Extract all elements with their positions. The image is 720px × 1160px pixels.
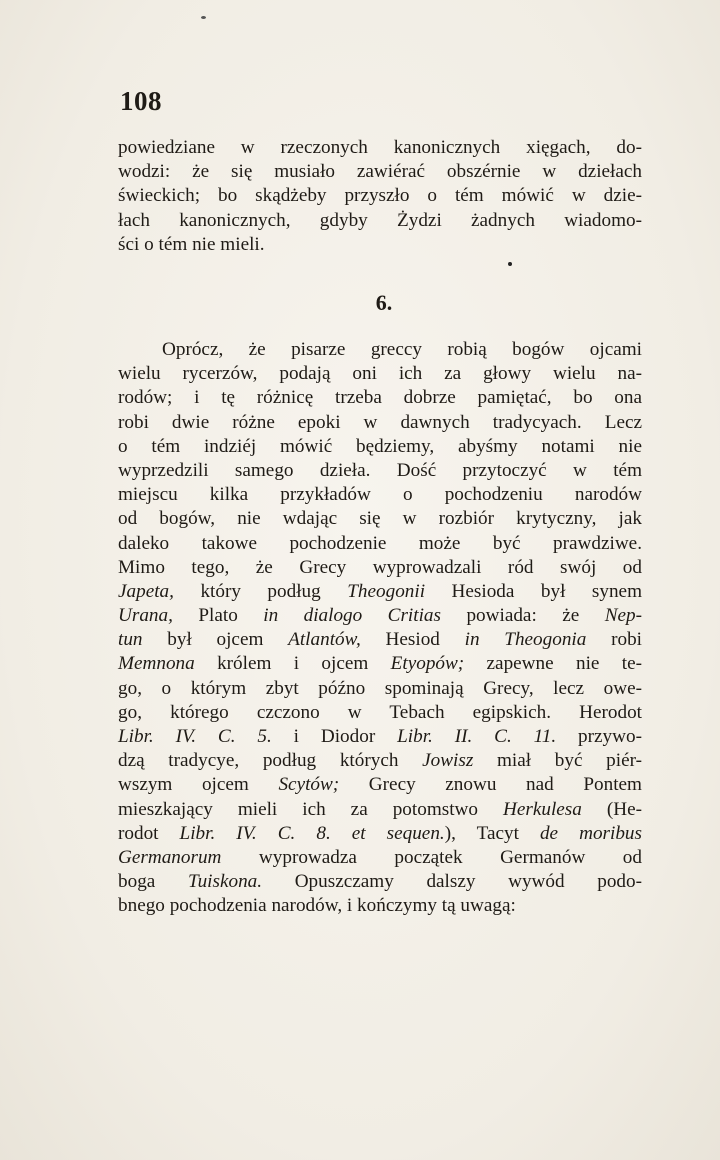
text-run: wielu rycerzów, podają oni ich za głowy wielu na- — [118, 363, 642, 385]
text-run: Hesioda był synem — [425, 580, 642, 602]
italic-text: Urana, — [118, 605, 173, 627]
text-line: powiedziane w rzeczonych kanonicznych xięgach, do- — [118, 137, 642, 158]
text-line — [118, 483, 642, 507]
italic-text: de moribus — [539, 822, 642, 844]
text-run: o tém indziéj mówić będziemy, abyśmy notami nie — [118, 435, 642, 457]
italic-text: Libr. II. C. 11. — [397, 726, 557, 747]
italic-text: Memnona — [118, 653, 195, 675]
text-line — [118, 556, 642, 580]
text-run: przywo- — [556, 726, 642, 747]
text-line — [118, 459, 642, 483]
text-run: od bogów, nie wdając się w rozbiór krytyczny, jak — [118, 508, 642, 530]
text-line — [118, 894, 642, 918]
italic-text: Libr. IV. C. 8. et sequen. — [179, 822, 445, 844]
italic-text: Herkulesa — [503, 798, 582, 820]
paragraph-continuation — [118, 136, 642, 257]
text-run: robi dwie różne epoki w dawnych tradycyach. Lecz — [118, 411, 642, 433]
text-run: Plato — [172, 605, 264, 627]
text-line — [118, 701, 642, 725]
text-line — [118, 798, 642, 822]
text-run: rodów; i tę różnicę trzeba dobrze pamiętać, bo ona — [118, 387, 642, 409]
text-line — [118, 677, 642, 701]
text-line — [118, 822, 642, 846]
text-line — [118, 362, 642, 386]
italic-text: Nep- — [604, 605, 642, 627]
text-line: wodzi: że się musiało zawiérać obszérnie w dziełach — [118, 161, 642, 183]
text-line: świeckich; bo skądżeby przyszło o tém mówić w dzie- — [118, 185, 642, 207]
italic-text: in Theogonia — [464, 629, 587, 651]
text-run: Grecy znowu nad Pontem — [339, 774, 642, 796]
italic-text: Jowisz — [422, 750, 474, 772]
text-run: Oprócz, że pisarze greccy robią bogów ojcami — [162, 339, 642, 360]
text-run: miał być piér- — [473, 750, 642, 772]
text-run: robi — [586, 629, 642, 651]
italic-text: Libr. IV. C. 5. — [118, 726, 272, 747]
text-line — [118, 435, 642, 459]
italic-text: in dialogo Critias — [263, 605, 441, 627]
text-run: wyprzedzili samego dzieła. Dość przytoczyć w tém — [118, 459, 642, 481]
text-run: Hesiod — [360, 629, 465, 651]
text-run: zapewne nie te- — [464, 653, 643, 675]
text-line: ści o tém nie mieli. — [118, 233, 265, 255]
italic-text: Germanorum — [118, 846, 222, 868]
text-run: daleko takowe pochodzenie może być prawdziwe. — [118, 532, 642, 554]
text-line — [118, 604, 642, 628]
text-run: miejscu kilka przykładów o pochodzeniu narodów — [118, 484, 642, 506]
italic-text: Theogonii — [347, 580, 426, 602]
italic-text: tun — [118, 629, 143, 651]
text-line — [118, 749, 642, 773]
text-line — [118, 411, 642, 435]
text-run: był ojcem — [142, 629, 289, 651]
text-line — [118, 628, 642, 652]
italic-text: Tuiskona. — [187, 871, 263, 893]
text-run: wyprowadza początek Germanów od — [221, 846, 642, 868]
italic-text: Atlantów, — [288, 629, 361, 651]
text-run: go, o którym zbyt późno spominają Grecy, lecz owe- — [118, 677, 642, 699]
text-run: ), Tacyt — [444, 822, 540, 844]
italic-text: Scytów; — [278, 774, 340, 796]
text-line — [118, 507, 642, 531]
text-line — [118, 725, 642, 749]
text-line: łach kanonicznych, gdyby Żydzi żadnych wiadomo- — [118, 209, 642, 231]
text-run: rodot — [118, 822, 180, 844]
page-number: 108 — [120, 86, 162, 116]
text-run: bnego pochodzenia narodów, i kończymy tą uwagą: — [118, 895, 516, 917]
text-line — [118, 652, 642, 676]
text-line — [118, 532, 642, 556]
text-run: boga — [118, 871, 188, 893]
text-run: (He- — [581, 798, 643, 820]
paragraph-section-6 — [118, 338, 642, 919]
text-run: mieszkający mieli ich za potomstwo — [118, 798, 503, 820]
text-line — [118, 846, 642, 870]
text-line — [118, 773, 642, 797]
section-number: 6. — [375, 290, 393, 315]
ink-speck — [201, 16, 206, 19]
text-run: dzą tradycye, podług których — [118, 750, 423, 772]
italic-text: Japeta, — [118, 580, 174, 602]
text-line — [118, 338, 642, 362]
text-run: królem i ojcem — [194, 653, 391, 675]
text-run: i Diodor — [271, 726, 398, 747]
text-run: go, którego czczono w Tebach egipskich. Herodot — [118, 701, 642, 723]
ink-dot — [508, 262, 512, 266]
italic-text: Etyopów; — [390, 653, 465, 675]
text-run: powiada: że — [441, 605, 605, 627]
text-run: który podług — [173, 580, 348, 602]
text-line — [118, 870, 642, 894]
text-run: wszym ojcem — [118, 774, 279, 796]
text-line — [118, 386, 642, 410]
text-line — [118, 580, 642, 604]
text-run: Mimo tego, że Grecy wyprowadzali ród swój od — [118, 556, 642, 578]
text-run: Opuszczamy dalszy wywód podo- — [262, 871, 642, 893]
